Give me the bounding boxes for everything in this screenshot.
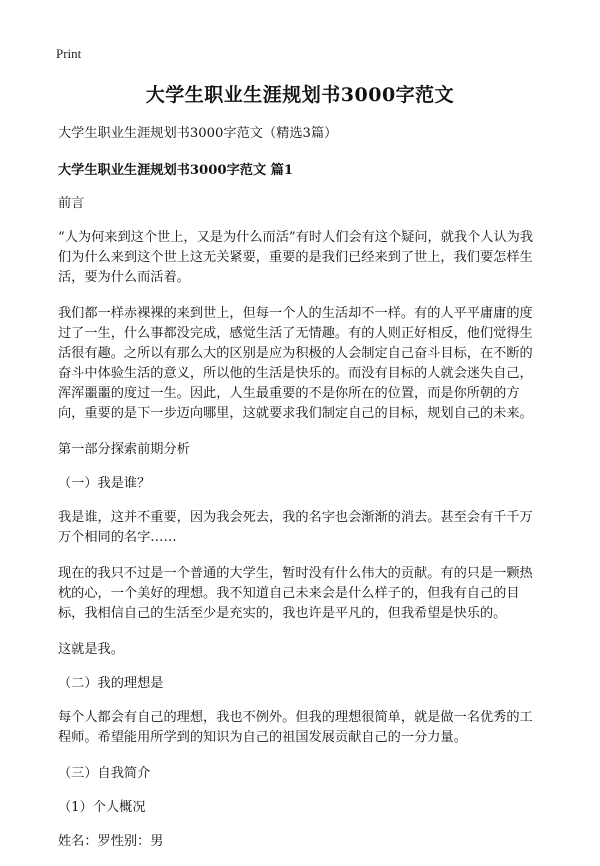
paragraph-preface-2: 我们都一样赤裸裸的来到世上，但每一个人的生活却不一样。有的人平平庸庸的度过了一生，什么事都没完成，感觉生活了无情趣。有的人则正好相反，他们觉得生活很有趣。之所以有那么大的区别是应为积极的人会制定自己奋斗目标，在不断的奋斗中体验生活的意义，所以他的生活是快乐的。而没有目标的人就会迷失自己，浑浑噩噩的度过一生。因此，人生最重要的不是你所在的位置，而是你所朝的方向，重要的是下一步迈向哪里，这就要求我们制定自己的目标，规划自己的未来。 xyxy=(58,306,533,421)
document-title: 大学生职业生涯规划书3000字范文 xyxy=(145,84,455,106)
paragraph-who-am-i-heading: （一）我是谁？ xyxy=(58,476,151,491)
paragraph-ideal-heading: （二）我的理想是 xyxy=(58,676,164,691)
document-body xyxy=(58,124,544,866)
document-subtitle: 大学生职业生涯规划书3000字范文（精选3篇） xyxy=(58,126,338,141)
paragraph-preface-1: “人为何来到这个世上，又是为什么而活”有时人们会有这个疑问，就我个人认为我们为什么来到这个世上这无关紧要，重要的是我们已经来到了世上，我们要怎样生活，要为什么而活着。 xyxy=(58,230,534,285)
paragraph-this-is-me: 这就是我。 xyxy=(58,642,124,657)
paragraph-part-one-heading: 第一部分探索前期分析 xyxy=(58,442,190,457)
paragraph-self-intro-heading: （三）自我简介 xyxy=(58,766,151,781)
paragraph-who-am-i-2: 现在的我只不过是一个普通的大学生，暂时没有什么伟大的贡献。有的只是一颗热枕的心，一个美好的理想。我不知道自己未来会是什么样子的，但我有自己的目标，我相信自己的生活至少是充实的，我也许是平凡的，但我希望是快乐的。 xyxy=(58,566,533,621)
paragraph-who-am-i-1: 我是谁，这并不重要，因为我会死去，我的名字也会渐渐的消去。甚至会有千千万万个相同的名字…… xyxy=(58,510,533,545)
paragraph-ideal-1: 每个人都会有自己的理想，我也不例外。但我的理想很简单，就是做一名优秀的工程师。希望能用所学到的知识为自己的祖国发展贡献自己的一分力量。 xyxy=(58,710,533,745)
paragraph-preface-heading: 前言 xyxy=(58,196,85,211)
paragraph-name-gender: 姓名：罗性别：男 xyxy=(58,834,164,849)
print-link[interactable]: Print xyxy=(56,46,82,61)
paragraph-personal-overview-heading: （1）个人概况 xyxy=(58,800,146,815)
section-heading: 大学生职业生涯规划书3000字范文 篇1 xyxy=(58,163,294,178)
